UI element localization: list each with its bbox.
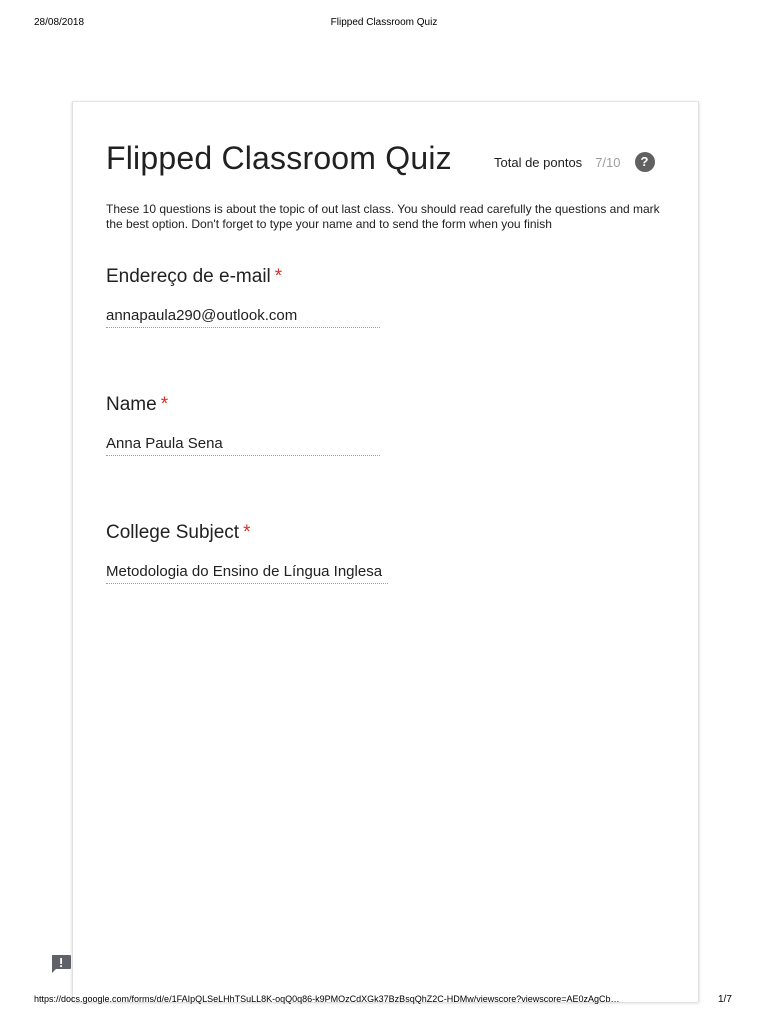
answer-name: Anna Paula Sena [106, 435, 380, 456]
question-title-text: Name [106, 394, 157, 415]
form-card [72, 101, 699, 1002]
form-title: Flipped Classroom Quiz [106, 140, 452, 176]
question-name [106, 394, 666, 456]
form-description: These 10 questions is about the topic of out last class. You should read carefully the questions and mark the best option. Don't forget to type your name and to send the form when you finish [106, 202, 660, 231]
score-value: 7/10 [595, 154, 621, 170]
help-circle-icon[interactable]: ? [635, 152, 655, 172]
print-title: Flipped Classroom Quiz [330, 17, 438, 28]
question-title-text: College Subject [106, 522, 240, 543]
question-title [106, 266, 666, 288]
score-label: Total de pontos [494, 154, 583, 170]
required-asterisk: * [274, 266, 283, 287]
score-summary [494, 151, 655, 173]
print-page-number: 1/7 [718, 994, 732, 1005]
question-email [106, 266, 666, 328]
question-college-subject [106, 522, 666, 584]
question-title-text: Endereço de e-mail [106, 266, 271, 287]
print-date: 28/08/2018 [34, 17, 85, 28]
print-footer [0, 994, 768, 1008]
feedback-icon-svg [50, 954, 72, 974]
question-title [106, 522, 666, 544]
required-asterisk: * [243, 522, 251, 543]
answer-college-subject: Metodologia do Ensino de Língua Inglesa [106, 563, 388, 584]
print-url: https://docs.google.com/forms/d/e/1FAIpQLSeLHhTSuLL8K-oqQ0q86-k9PMOzCdXGk37BzBsqQhZ2C-HDMw/viewscore?viewscore=AE0zAgCb… [34, 994, 620, 1004]
required-asterisk: * [160, 394, 169, 415]
print-header [0, 17, 768, 31]
feedback-icon[interactable] [50, 954, 72, 974]
question-title [106, 394, 666, 416]
answer-email: annapaula290@outlook.com [106, 307, 380, 328]
